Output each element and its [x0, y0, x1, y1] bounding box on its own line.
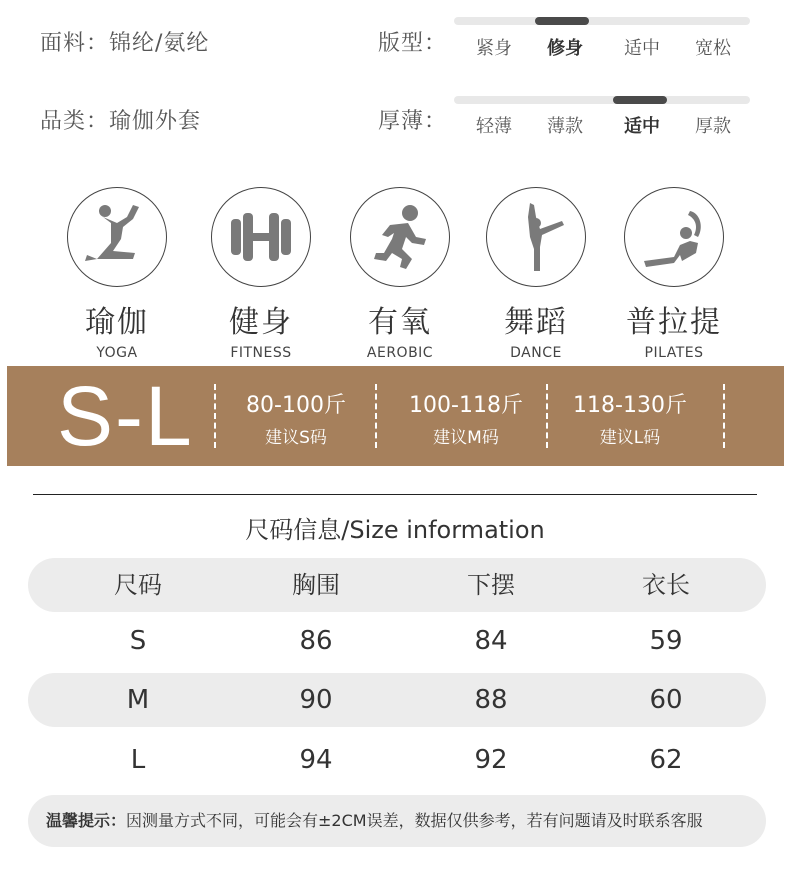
section-divider — [33, 494, 757, 495]
size-recommendation-band — [7, 366, 784, 466]
cell-chest: 90 — [299, 685, 333, 715]
sport-aerobic-cn: 有氧 — [368, 305, 432, 340]
cell-size: M — [126, 685, 150, 715]
header-length: 衣长 — [642, 571, 690, 599]
header-size: 尺码 — [114, 571, 162, 599]
thickness-label: 厚薄： — [378, 109, 448, 134]
suggest-l: 建议L码 — [599, 428, 661, 448]
band-divider — [214, 384, 216, 448]
sport-yoga — [67, 187, 167, 361]
cell-size: S — [129, 626, 147, 656]
suggest-s: 建议S码 — [265, 428, 327, 448]
category-label: 品类： — [40, 109, 110, 134]
cell-hem: 92 — [474, 745, 508, 775]
band-divider — [723, 384, 725, 448]
fabric-label: 面料： — [40, 31, 110, 56]
weight-range-l: 118-130斤 — [573, 393, 687, 418]
fit-option-regular: 适中 — [624, 38, 660, 59]
fit-option-tight: 紧身 — [476, 38, 512, 59]
measurement-note — [28, 795, 766, 847]
sport-dance — [486, 187, 586, 361]
band-divider — [546, 384, 548, 448]
dumbbell-icon — [211, 187, 311, 287]
weight-range-s: 80-100斤 — [246, 393, 346, 418]
cell-hem: 84 — [474, 626, 508, 656]
size-table-header — [28, 558, 766, 612]
sport-yoga-en: YOGA — [96, 345, 138, 361]
size-recommendation-m — [391, 388, 541, 448]
weight-range-m: 100-118斤 — [409, 393, 523, 418]
sport-pilates-en: PILATES — [644, 345, 704, 361]
size-range: S-L — [57, 369, 194, 463]
sport-fitness-en: FITNESS — [230, 345, 292, 361]
sport-pilates-cn: 普拉提 — [626, 305, 722, 340]
table-row — [28, 673, 766, 727]
suggest-m: 建议M码 — [433, 428, 499, 448]
thickness-scale-marker — [613, 96, 667, 104]
fit-scale-marker — [535, 17, 589, 25]
cell-hem: 88 — [474, 685, 508, 715]
header-hem: 下摆 — [467, 571, 515, 599]
note-label: 温馨提示： — [46, 811, 127, 830]
thickness-option-thick: 厚款 — [695, 116, 731, 137]
fit-option-slim: 修身 — [547, 38, 583, 59]
category-value: 瑜伽外套 — [109, 109, 202, 134]
table-row — [28, 614, 766, 668]
sport-aerobic-en: AEROBIC — [366, 345, 434, 361]
running-icon — [350, 187, 450, 287]
dancer-icon — [486, 187, 586, 287]
fit-label: 版型： — [378, 31, 448, 56]
sport-fitness-cn: 健身 — [229, 305, 293, 340]
note-text: 因测量方式不同，可能会有±2CM误差，数据仅供参考，若有问题请及时联系客服 — [126, 811, 703, 830]
size-recommendation-s — [221, 388, 371, 448]
fit-option-loose: 宽松 — [695, 38, 731, 59]
header-chest: 胸围 — [292, 571, 340, 599]
thickness-scale — [454, 96, 750, 104]
cell-chest: 94 — [299, 745, 333, 775]
sport-dance-en: DANCE — [510, 345, 562, 361]
fabric-value: 锦纶/氨纶 — [109, 31, 210, 56]
table-row — [28, 733, 766, 787]
category-attribute — [40, 104, 201, 135]
cell-chest: 86 — [299, 626, 333, 656]
sport-dance-cn: 舞蹈 — [504, 305, 568, 340]
fit-scale — [454, 17, 750, 25]
cell-size: L — [130, 745, 146, 775]
sport-yoga-cn: 瑜伽 — [85, 305, 149, 340]
yoga-pose-icon — [67, 187, 167, 287]
size-recommendation-l — [555, 388, 705, 448]
thickness-option-thin: 薄款 — [547, 116, 583, 137]
sport-fitness — [211, 187, 311, 361]
pilates-pose-icon — [624, 187, 724, 287]
band-divider — [375, 384, 377, 448]
fabric-attribute — [40, 26, 209, 57]
cell-length: 59 — [649, 626, 683, 656]
sport-pilates — [624, 187, 724, 361]
cell-length: 62 — [649, 745, 683, 775]
cell-length: 60 — [649, 685, 683, 715]
thickness-option-light: 轻薄 — [476, 116, 512, 137]
thickness-option-medium: 适中 — [624, 116, 660, 137]
size-table-title: 尺码信息/Size information — [245, 516, 545, 544]
sport-aerobic — [350, 187, 450, 361]
